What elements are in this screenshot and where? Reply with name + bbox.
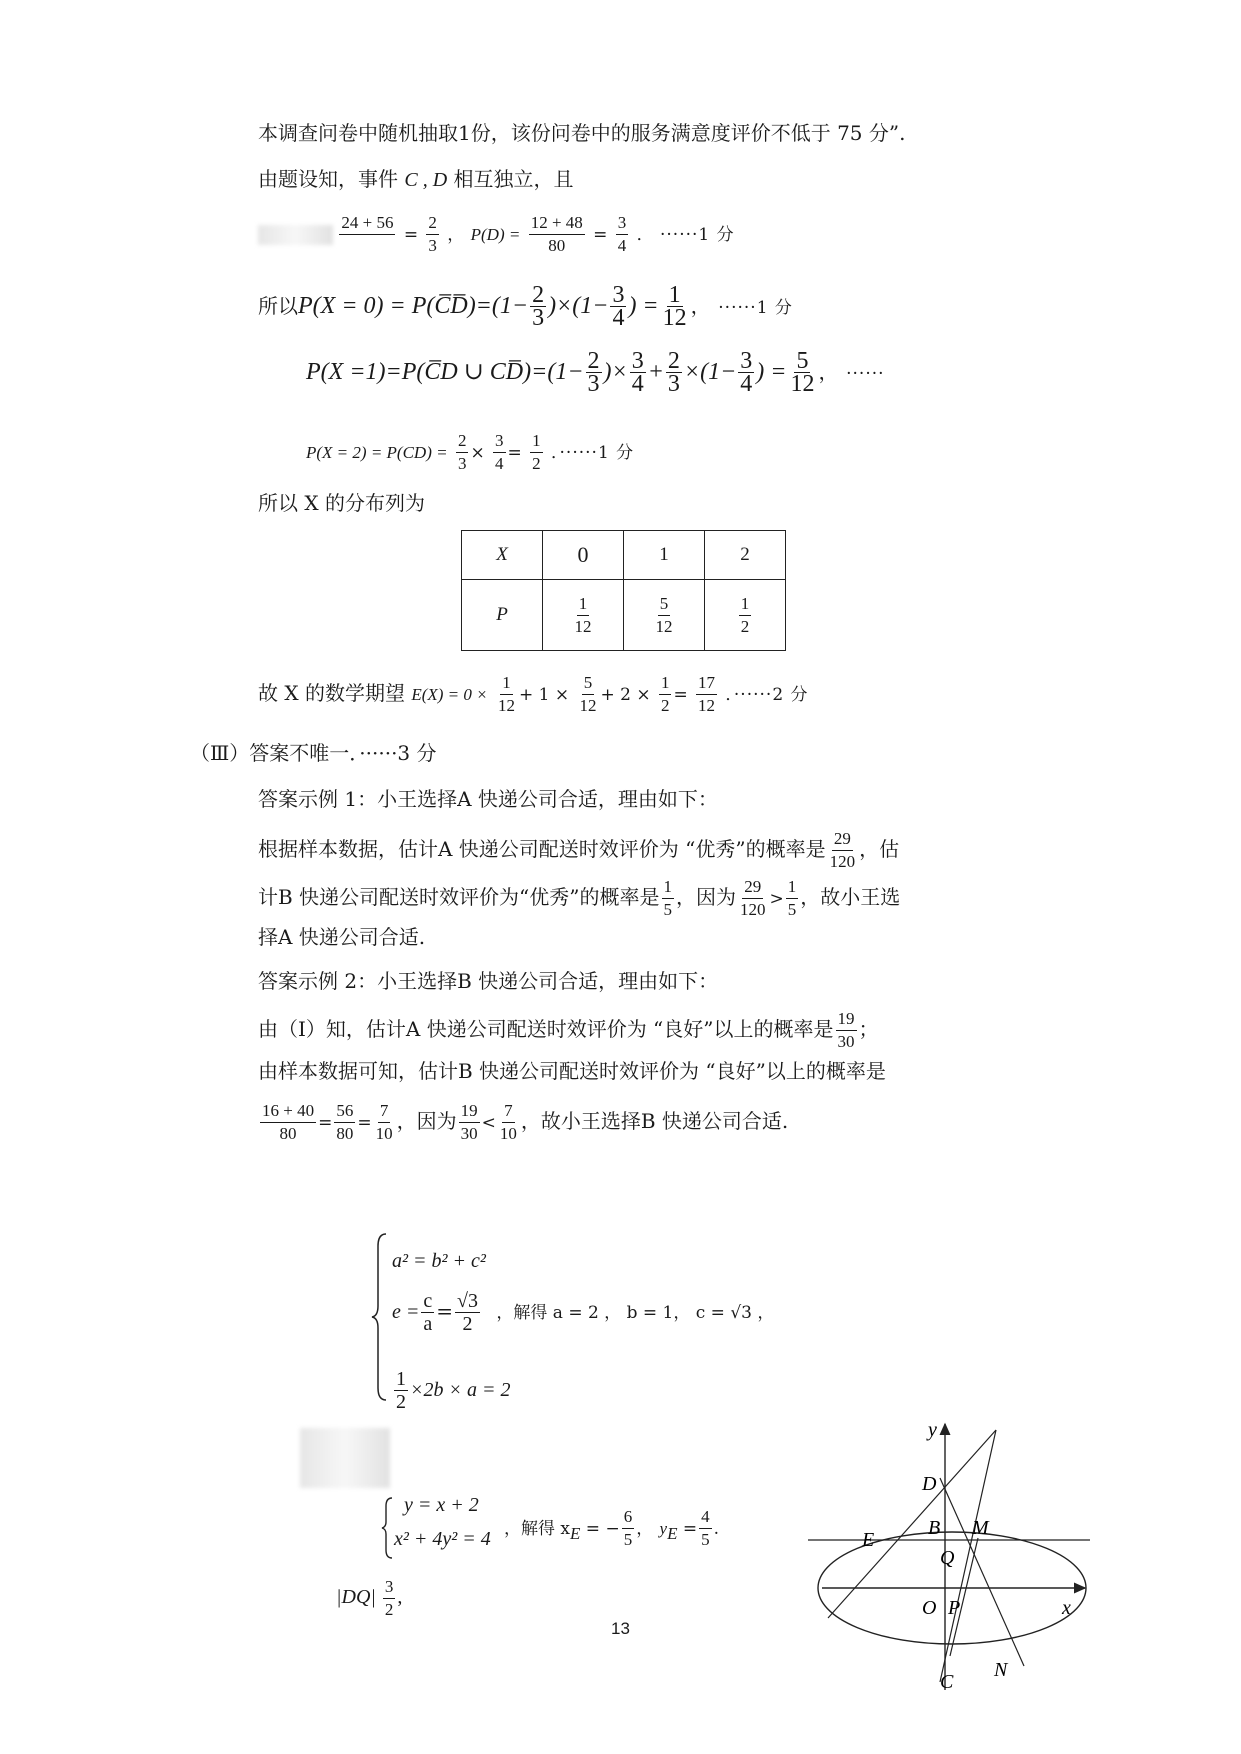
system-2-eq-1: y = x + 2 xyxy=(404,1494,479,1516)
expectation-line: 故 X 的数学期望 E(X) = 0 × $\frac{1}{12}$ + 1 × $\frac{5}{12}$ + 2 × $\frac{1}{2}$ = $\frac{17}{12}$ ．······2 分 xyxy=(258,673,809,715)
ellipse-figure xyxy=(800,1418,1100,1698)
p-x1-line: P(X =1)=P(C̅D ∪ CD̅)=(1− $\frac{2}{3}$ )× $\frac{3}{4}$ + $\frac{2}{3}$ ×(1− $\frac{3}{4}$ ) = $\frac{5}{12}$ ， ······ xyxy=(306,348,885,397)
example-2-line-3: $\frac{16 + 40}{80}$ = $\frac{56}{80}$ = $\frac{7}{10}$ ，因为 $\frac{19}{30}$ < $\frac{7}{10}$ ，故小王选择B 快递公司合适. xyxy=(262,1101,789,1143)
system-1-eq-3: $\frac{1}{2}$ ×2b × a = 2 xyxy=(396,1368,511,1413)
table-cell-p0: $\frac{1}{12}$ xyxy=(543,580,624,651)
blurred-region xyxy=(300,1428,390,1488)
system-2-solution: ，解得 $x_E$ = − $\frac{6}{5}$ ， $y_E$ = $\frac{4}{5}$ . xyxy=(504,1507,720,1549)
p-x2-line: P(X = 2) = P(CD) = $\frac{2}{3}$ × $\frac{3}{4}$ = $\frac{1}{2}$ ．······1 分 xyxy=(306,431,635,473)
system-1-eq-1: a² = b² + c² xyxy=(392,1250,486,1272)
p-x0-line: 所以P(X = 0) = P(C̅D̅)=(1− $\frac{2}{3}$ )×(1− $\frac{3}{4}$ ) = $\frac{1}{12}$ ， ······1 分 xyxy=(258,282,793,331)
example-2-line-1: 由（Ⅰ）知，估计A 快递公司配送时效评价为 “良好”以上的概率是 $\frac{19}{30}$ ； xyxy=(258,1009,879,1051)
system-1-eq-2: e = $\frac{c}{a}$ = $\frac{√3}{2}$ ，解得 a = 2 ， b = 1， c = √3 ， xyxy=(392,1290,775,1335)
label-e: E xyxy=(862,1529,875,1551)
line-ed xyxy=(828,1430,996,1618)
prob-c-d-line: 24 + 56 = $\frac{2}{3}$ ， P(D) = $\frac{12 + 48}{80}$ = $\frac{3}{4}$ ． ······1 分 xyxy=(258,212,735,257)
left-brace-icon xyxy=(380,1496,394,1560)
label-b: B xyxy=(928,1517,941,1539)
table-header-2: 2 xyxy=(705,531,786,580)
text-line-2: 由题设知，事件 C , D 相互独立，且 xyxy=(258,167,574,191)
label-x: x xyxy=(1062,1597,1071,1619)
label-m: M xyxy=(972,1517,989,1539)
table-row-label: P xyxy=(462,580,543,651)
label-q: Q xyxy=(940,1547,955,1569)
distribution-table xyxy=(461,530,786,651)
system-2-eq-2: x² + 4y² = 4 xyxy=(394,1528,491,1550)
part-3-heading: （Ⅲ）答案不唯一．······3 分 xyxy=(190,741,437,765)
example-1-line-1: 根据样本数据，估计A 快递公司配送时效评价为 “优秀”的概率是 $\frac{29}{120}$ ，估 xyxy=(258,829,900,871)
label-p: P xyxy=(948,1597,961,1619)
page-number: 13 xyxy=(611,1619,630,1638)
dq-fragment: |DQ| $\frac{3}{2}$ , xyxy=(336,1577,403,1619)
table-cell-p1: $\frac{5}{12}$ xyxy=(624,580,705,651)
label-o: O xyxy=(922,1597,937,1619)
label-d: D xyxy=(922,1473,937,1495)
table-cell-p2: $\frac{1}{2}$ xyxy=(705,580,786,651)
label-n: N xyxy=(994,1659,1008,1681)
left-brace-icon xyxy=(370,1232,390,1402)
blurred-region xyxy=(258,225,333,245)
table-header-0: 0 xyxy=(543,531,624,580)
example-1-line-3: 择A 快递公司合适. xyxy=(258,925,426,949)
example-1-line-2: 计B 快递公司配送时效评价为“优秀”的概率是 $\frac{1}{5}$ ，因为 $\frac{29}{120}$ > $\frac{1}{5}$ ，故小王选 xyxy=(258,877,901,919)
table-header-1: 1 xyxy=(624,531,705,580)
example-1-title: 答案示例 1：小王选择A 快递公司合适，理由如下： xyxy=(258,787,718,811)
distribution-heading: 所以 X 的分布列为 xyxy=(258,491,425,515)
table-header-x: X xyxy=(462,531,543,580)
example-2-title: 答案示例 2：小王选择B 快递公司合适，理由如下： xyxy=(258,969,719,993)
text-line-1: 本调查问卷中随机抽取1份，该份问卷中的服务满意度评价不低于 75 分”. xyxy=(258,121,906,145)
label-c: C xyxy=(940,1671,954,1693)
label-y: y xyxy=(928,1419,937,1441)
example-2-line-2: 由样本数据可知，估计B 快递公司配送时效评价为 “良好”以上的概率是 xyxy=(258,1059,886,1083)
